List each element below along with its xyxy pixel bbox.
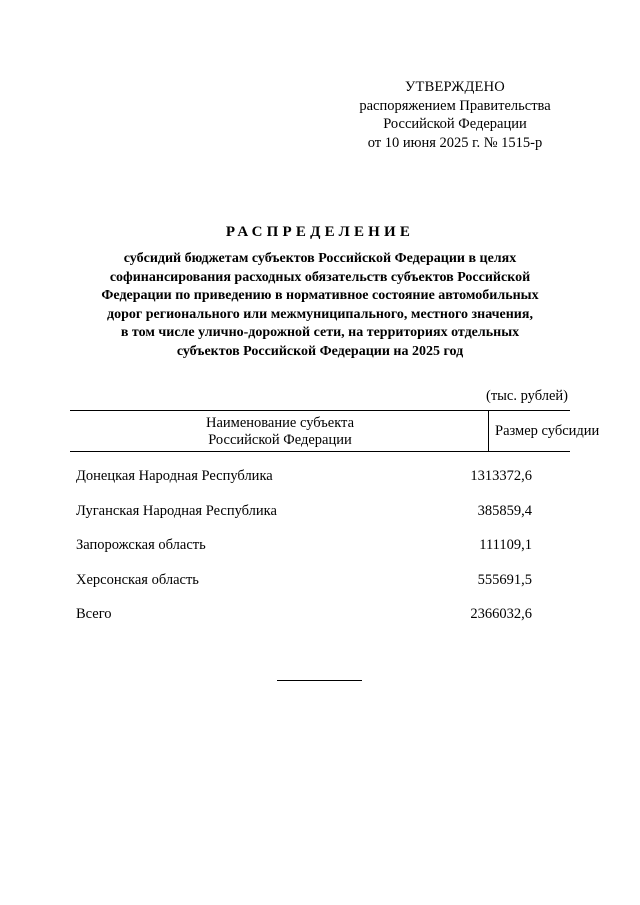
row-value: 385859,4 — [477, 502, 532, 519]
column-header-name — [70, 415, 490, 449]
end-divider — [277, 680, 362, 681]
table-row-total — [70, 606, 570, 641]
table-row — [70, 503, 570, 538]
subtitle-line: субъектов Российской Федерации на 2025 год — [176, 343, 464, 359]
row-name: Херсонская область — [76, 571, 199, 588]
row-value: 111109,1 — [479, 537, 532, 553]
table-body — [70, 468, 570, 641]
column-header-value: Размер субсидии — [495, 423, 600, 439]
approval-block — [340, 78, 570, 152]
column-divider — [488, 411, 489, 451]
subtitle-line: дорог регионального или межмуниципального, местного значения, — [107, 306, 533, 322]
column-header-name-line-1: Наименование субъекта — [205, 415, 355, 431]
row-name: Всего — [76, 606, 112, 622]
approval-line-1: распоряжением Правительства — [359, 97, 551, 114]
table-row — [70, 537, 570, 572]
subtitle-line: в том числе улично-дорожной сети, на территориях отдельных — [120, 325, 520, 340]
subtitle-line: субсидий бюджетам субъектов Российской Федерации в целях — [123, 251, 517, 266]
document-subtitle — [70, 250, 570, 361]
row-value: 1313372,6 — [470, 468, 532, 484]
table-row — [70, 572, 570, 607]
table-row — [70, 468, 570, 503]
row-name: Донецкая Народная Республика — [76, 468, 273, 484]
document-title: РАСПРЕДЕЛЕНИЕ — [225, 224, 415, 240]
row-value: 555691,5 — [477, 571, 532, 588]
row-name: Луганская Народная Республика — [76, 502, 277, 519]
units-label: (тыс. рублей) — [486, 388, 568, 404]
approval-line-2: Российской Федерации — [383, 116, 527, 132]
subsidy-table — [70, 410, 600, 641]
subtitle-line: Федерации по приведению в нормативное состояние автомобильных — [101, 288, 539, 303]
subtitle-line: софинансирования расходных обязательств субъектов Российской — [109, 269, 531, 285]
row-name: Запорожская область — [76, 537, 206, 553]
column-header-name-line-2: Российской Федерации — [208, 432, 352, 448]
table-header — [70, 410, 600, 452]
approval-heading: УТВЕРЖДЕНО — [405, 79, 505, 95]
row-value: 2366032,6 — [470, 606, 532, 622]
approval-line-3: от 10 июня 2025 г. № 1515-р — [367, 134, 543, 151]
